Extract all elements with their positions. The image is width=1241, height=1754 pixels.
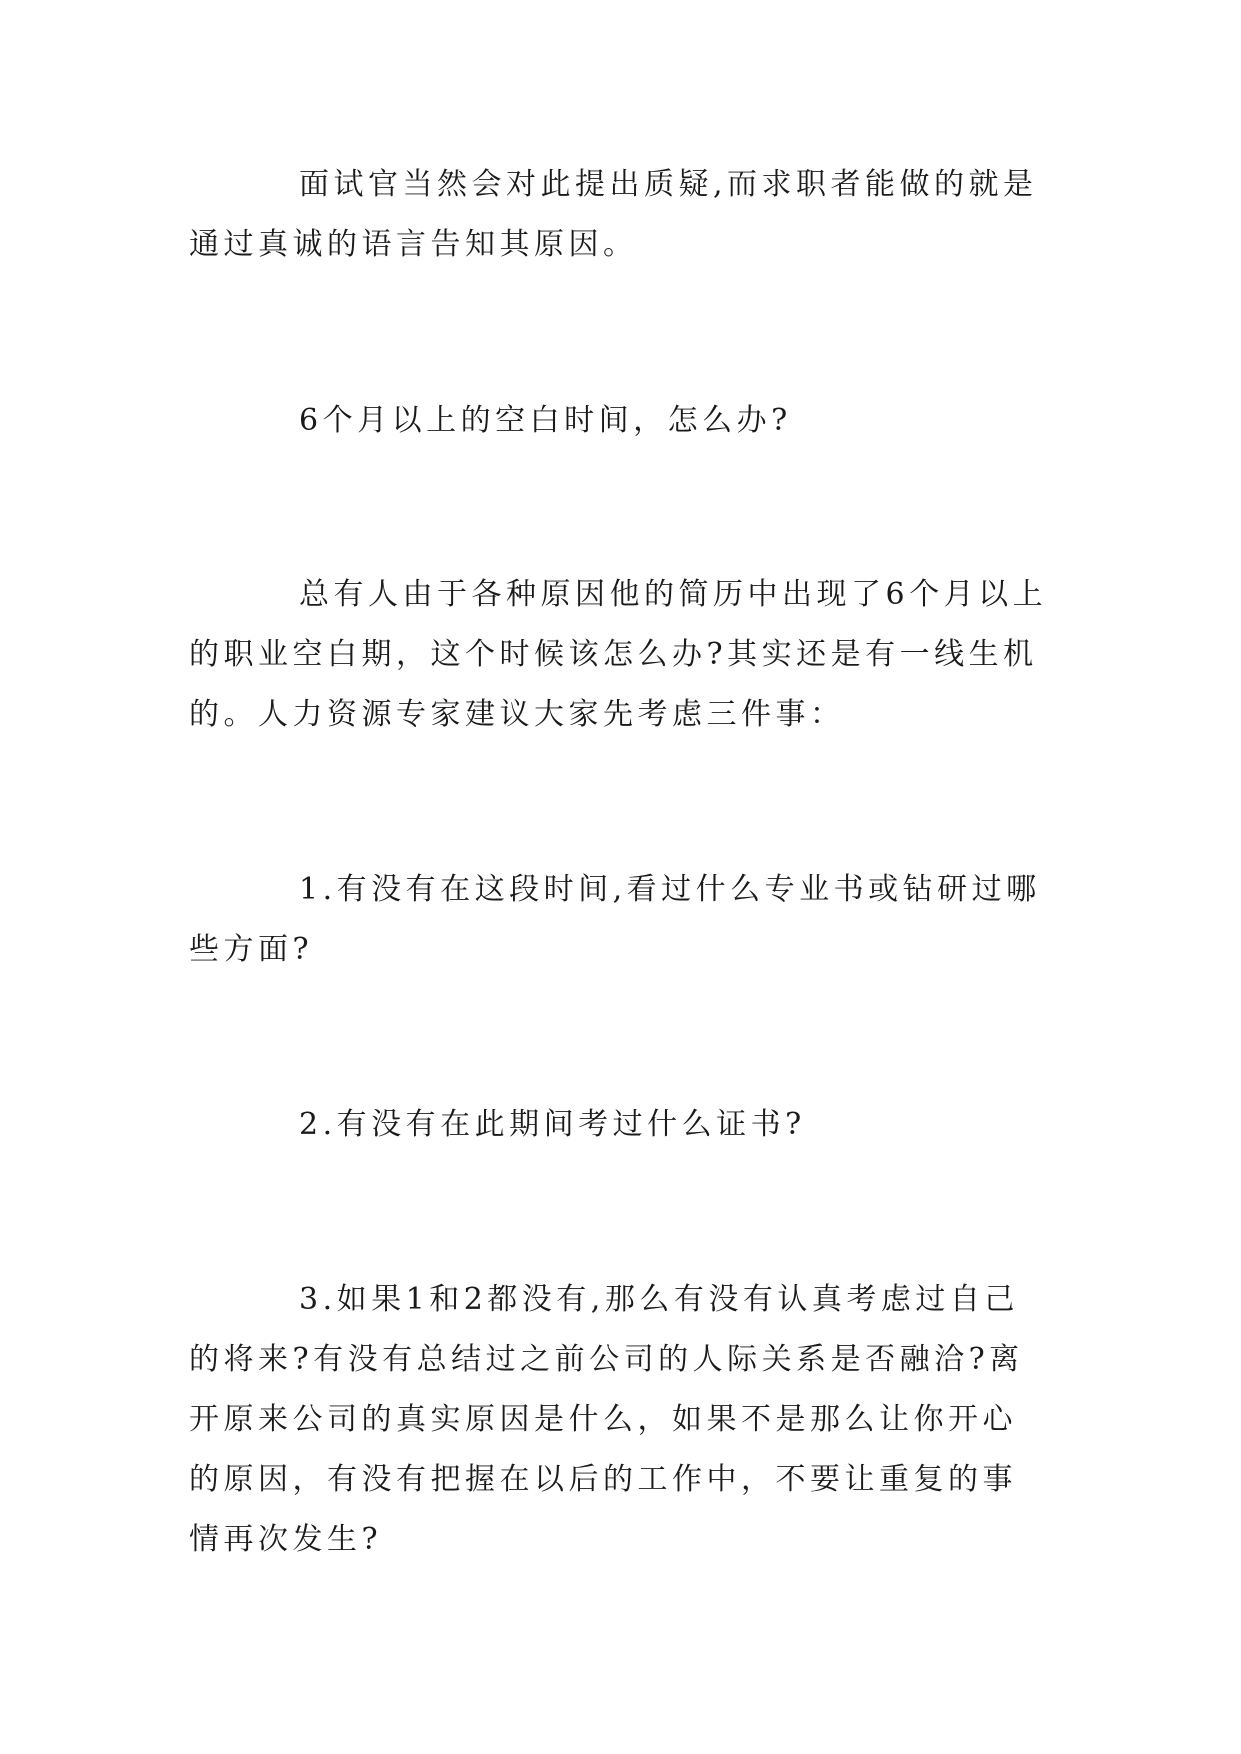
paragraph-interview-doubt: 面试官当然会对此提出质疑,而求职者能做的就是通过真诚的语言告知其原因。	[189, 167, 1038, 262]
paragraph-item-2: 2.有没有在此期间考过什么证书?	[299, 1107, 806, 1142]
paragraph-career-gap: 总有人由于各种原因他的简历中出现了6个月以上的职业空白期，这个时候该怎么办?其实还是有一线生机的。人力资源专家建议大家先考虑三件事：	[189, 577, 1048, 732]
paragraph-item-3: 3.如果1和2都没有,那么有没有认真考虑过自己的将来?有没有总结过之前公司的人际关系是否融洽?离开原来公司的真实原因是什么，如果不是那么让你开心的原因，有没有把握在以后的工作中，不要让重复的事情再次发生?	[189, 1282, 1024, 1557]
paragraph-heading-gap: 6个月以上的空白时间，怎么办?	[299, 403, 792, 438]
paragraph-item-1: 1.有没有在这段时间,看过什么专业书或钻研过哪些方面?	[189, 872, 1041, 967]
